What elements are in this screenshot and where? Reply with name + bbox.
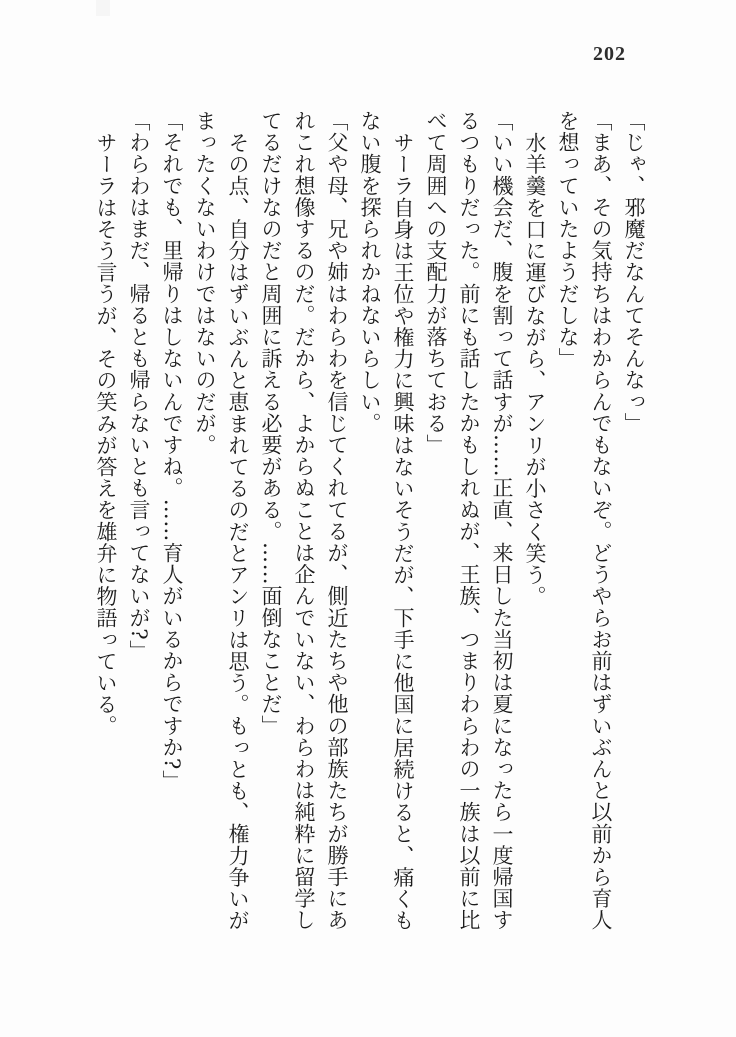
text-column: その点、自分はずいぶんと恵まれてるのだとアンリは思う。もっとも、権力争いが	[226, 132, 250, 932]
text-column: サーラ自身は王位や権力に興味はないそうだが、下手に他国に居続けると、痛くも	[391, 132, 415, 932]
text-column: 「わらわはまだ、帰るとも帰らないとも言ってないが?」	[127, 110, 151, 662]
text-column: るつもりだった。前にも話したかもしれぬが、王族、つまりわらわの一族は以前に比	[457, 110, 481, 931]
text-column: 水羊羹を口に運びながら、アンリが小さく笑う。	[523, 132, 547, 608]
text-column: てるだけなのだと周囲に訴える必要がある。……面倒なことだ」	[259, 110, 283, 737]
text-column: サーラはそう言うが、その笑みが答えを雄弁に物語っている。	[94, 132, 118, 737]
text-column: 「じゃ、邪魔だなんてそんなっ」	[622, 110, 646, 434]
text-column: まったくないわけではないのだが。	[193, 110, 217, 456]
scan-artifact	[96, 0, 110, 16]
vertical-text-block	[89, 110, 650, 942]
text-column: 「まあ、その気持ちはわからんでもないぞ。どうやらお前はずいぶんと以前から育人	[589, 110, 613, 931]
page-number: 202	[593, 43, 626, 65]
text-column: べて周囲への支配力が落ちておる」	[424, 110, 448, 456]
text-column: 「それでも、里帰りはしないんですね。……育人がいるからですか?」	[160, 110, 184, 792]
text-column: 「いい機会だ、腹を割って話すが……正直、来日した当初は夏になったら一度帰国す	[490, 110, 514, 931]
text-column: れこれ想像するのだ。だから、よからぬことは企んでいない、わらわは純粋に留学し	[292, 110, 316, 931]
text-column: ない腹を探られかねないらしい。	[358, 110, 382, 434]
text-column: 「父や母、兄や姉はわらわを信じてくれてるが、側近たちや他の部族たちが勝手にあ	[325, 110, 349, 931]
text-column: を想っていたようだしな」	[556, 110, 580, 370]
